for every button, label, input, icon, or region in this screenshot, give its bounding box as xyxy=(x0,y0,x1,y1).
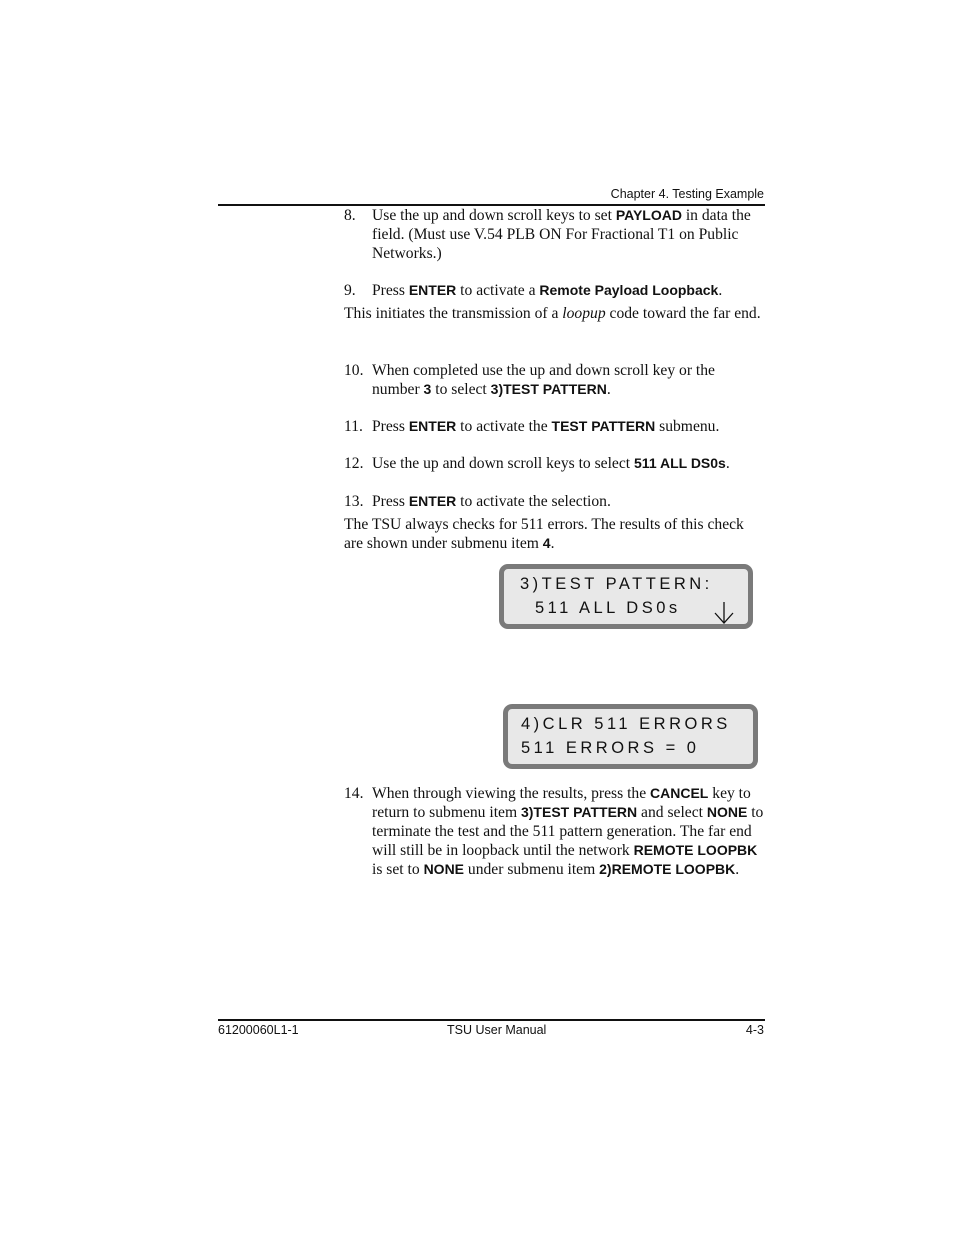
step-number: 13. xyxy=(344,493,364,510)
lcd-line-1: 3)TEST PATTERN: xyxy=(520,575,713,593)
menu-test-pattern: 3)TEST PATTERN xyxy=(520,804,638,820)
option-511-all-ds0s: 511 ALL DS0s xyxy=(634,455,726,471)
menu-test-pattern: TEST PATTERN xyxy=(551,418,656,434)
step-number: 14. xyxy=(344,785,364,802)
step-9: 9. Press ENTER to activate a Remote Payload Loopback. xyxy=(344,282,723,299)
step-9-note: This initiates the transmission of a loopup code toward the far end. xyxy=(344,305,761,322)
menu-remote-loopbk: 2)REMOTE LOOPBK xyxy=(599,861,736,877)
down-arrow-icon xyxy=(714,601,734,625)
step-13-note: The TSU always checks for 511 errors. The results of this check are shown under submenu item 4. xyxy=(344,516,744,552)
key-enter: ENTER xyxy=(408,493,457,509)
lcd-line-2: 511 ERRORS = 0 xyxy=(521,739,700,757)
footer-page-number: 4-3 xyxy=(745,1023,764,1037)
term-remote-payload-loopback: Remote Payload Loopback xyxy=(539,282,719,298)
step-number: 10. xyxy=(344,362,364,379)
step-number: 8. xyxy=(344,207,356,224)
lcd-line-2: 511 ALL DS0s xyxy=(535,599,681,617)
step-number: 9. xyxy=(344,282,356,299)
submenu-item-4: 4 xyxy=(542,535,551,551)
key-3: 3 xyxy=(423,381,432,397)
footer-rule xyxy=(218,1019,765,1021)
step-10: 10. When completed use the up and down scroll key or the number 3 to select 3)TEST PATTERN. xyxy=(344,362,715,398)
key-enter: ENTER xyxy=(408,418,457,434)
menu-test-pattern: 3)TEST PATTERN xyxy=(490,381,607,397)
step-11: 11. Press ENTER to activate the TEST PATTERN submenu. xyxy=(344,418,720,435)
option-none: NONE xyxy=(706,804,748,820)
lcd-display-clr-511-errors xyxy=(503,704,758,769)
footer-doc-number: 61200060L1-1 xyxy=(218,1023,299,1037)
step-13: 13. Press ENTER to activate the selection. xyxy=(344,493,611,510)
running-header: Chapter 4. Testing Example xyxy=(610,187,764,201)
term-remote-loopbk: REMOTE LOOPBK xyxy=(633,842,758,858)
step-12: 12. Use the up and down scroll keys to select 511 ALL DS0s. xyxy=(344,455,730,472)
step-8: 8. Use the up and down scroll keys to set PAYLOAD in data the field. (Must use V.54 PLB ON For Fractional T1 on Public Networks.) xyxy=(344,207,751,262)
lcd-line-1: 4)CLR 511 ERRORS xyxy=(521,715,731,733)
key-enter: ENTER xyxy=(408,282,457,298)
step-number: 11. xyxy=(344,418,363,435)
step-14: 14. When through viewing the results, press the CANCEL key to return to submenu item 3)TEST PATTERN and select NONE to terminate the test and the 511 pattern generation. The far end will still be in loopback until the network REMOTE LOOPBK is set to NONE under submenu item 2)REMOTE LOOPBK. xyxy=(344,785,764,878)
key-payload: PAYLOAD xyxy=(615,207,682,223)
footer-manual-title: TSU User Manual xyxy=(447,1023,547,1037)
option-none: NONE xyxy=(423,861,465,877)
lcd-display-test-pattern xyxy=(499,564,753,629)
step-number: 12. xyxy=(344,455,364,472)
key-cancel: CANCEL xyxy=(650,785,709,801)
